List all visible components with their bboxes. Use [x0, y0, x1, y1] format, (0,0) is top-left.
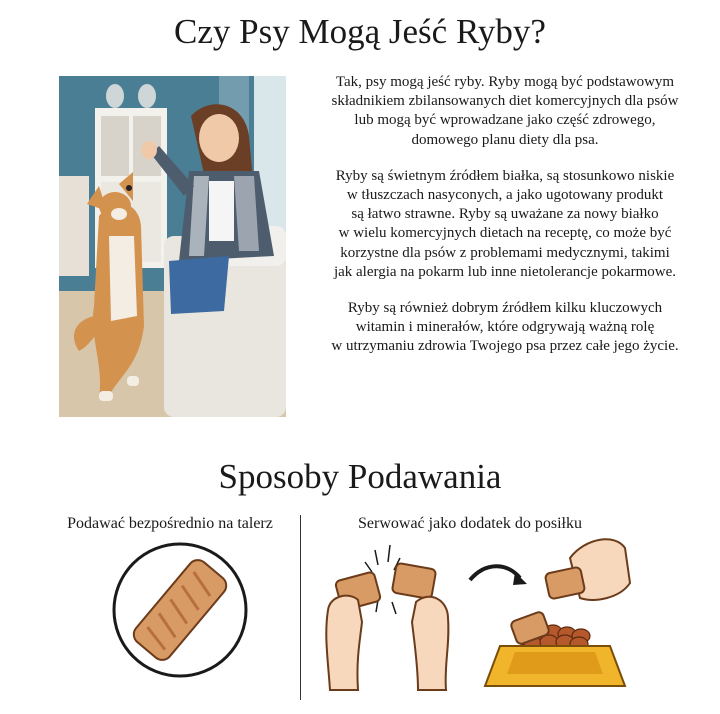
serving-section-title: Sposoby Podawania: [218, 457, 502, 496]
serve-on-plate-label: Podawać bezpośrednio na talerz: [67, 515, 273, 532]
intro-paragraph-1: Tak, psy mogą jeść ryby. Ryby mogą być podstawowym składnikiem zbilansowanych diet komercyjnych dla psów lub mogą być wprowadzane jako część zdrowego, domowego planu diety dla psa.: [331, 74, 679, 148]
intro-paragraph-3: Ryby są również dobrym źródłem kilku kluczowych witamin i minerałów, które odgrywają ważną rolę w utrzymaniu zdrowia Twojego psa przez całe jego życie.: [331, 300, 679, 355]
serve-as-topping-label: Serwować jako dodatek do posiłku: [358, 515, 582, 532]
section-divider: [300, 515, 301, 700]
plate-treat-icon: [110, 540, 250, 680]
intro-paragraph-2: Ryby są świetnym źródłem białka, są stosunkowo niskie w tłuszczach nasyconych, a jako ugotowany produkt są łatwo strawne. Ryby są uważane za nowy białko w wielu komercyjnych dietach na receptę, co może być korzystne dla psów z problemami medycznymi, takimi jak alergia na pokarm lub inne nietolerancje pokarmowe.: [333, 167, 677, 280]
bowl-with-treat-icon: [475, 528, 645, 693]
page-title: Czy Psy Mogą Jeść Ryby?: [174, 12, 546, 51]
woman-with-dog-photo: [59, 76, 286, 417]
intro-text: [300, 73, 710, 374]
hands-breaking-treat-icon: [320, 540, 460, 705]
